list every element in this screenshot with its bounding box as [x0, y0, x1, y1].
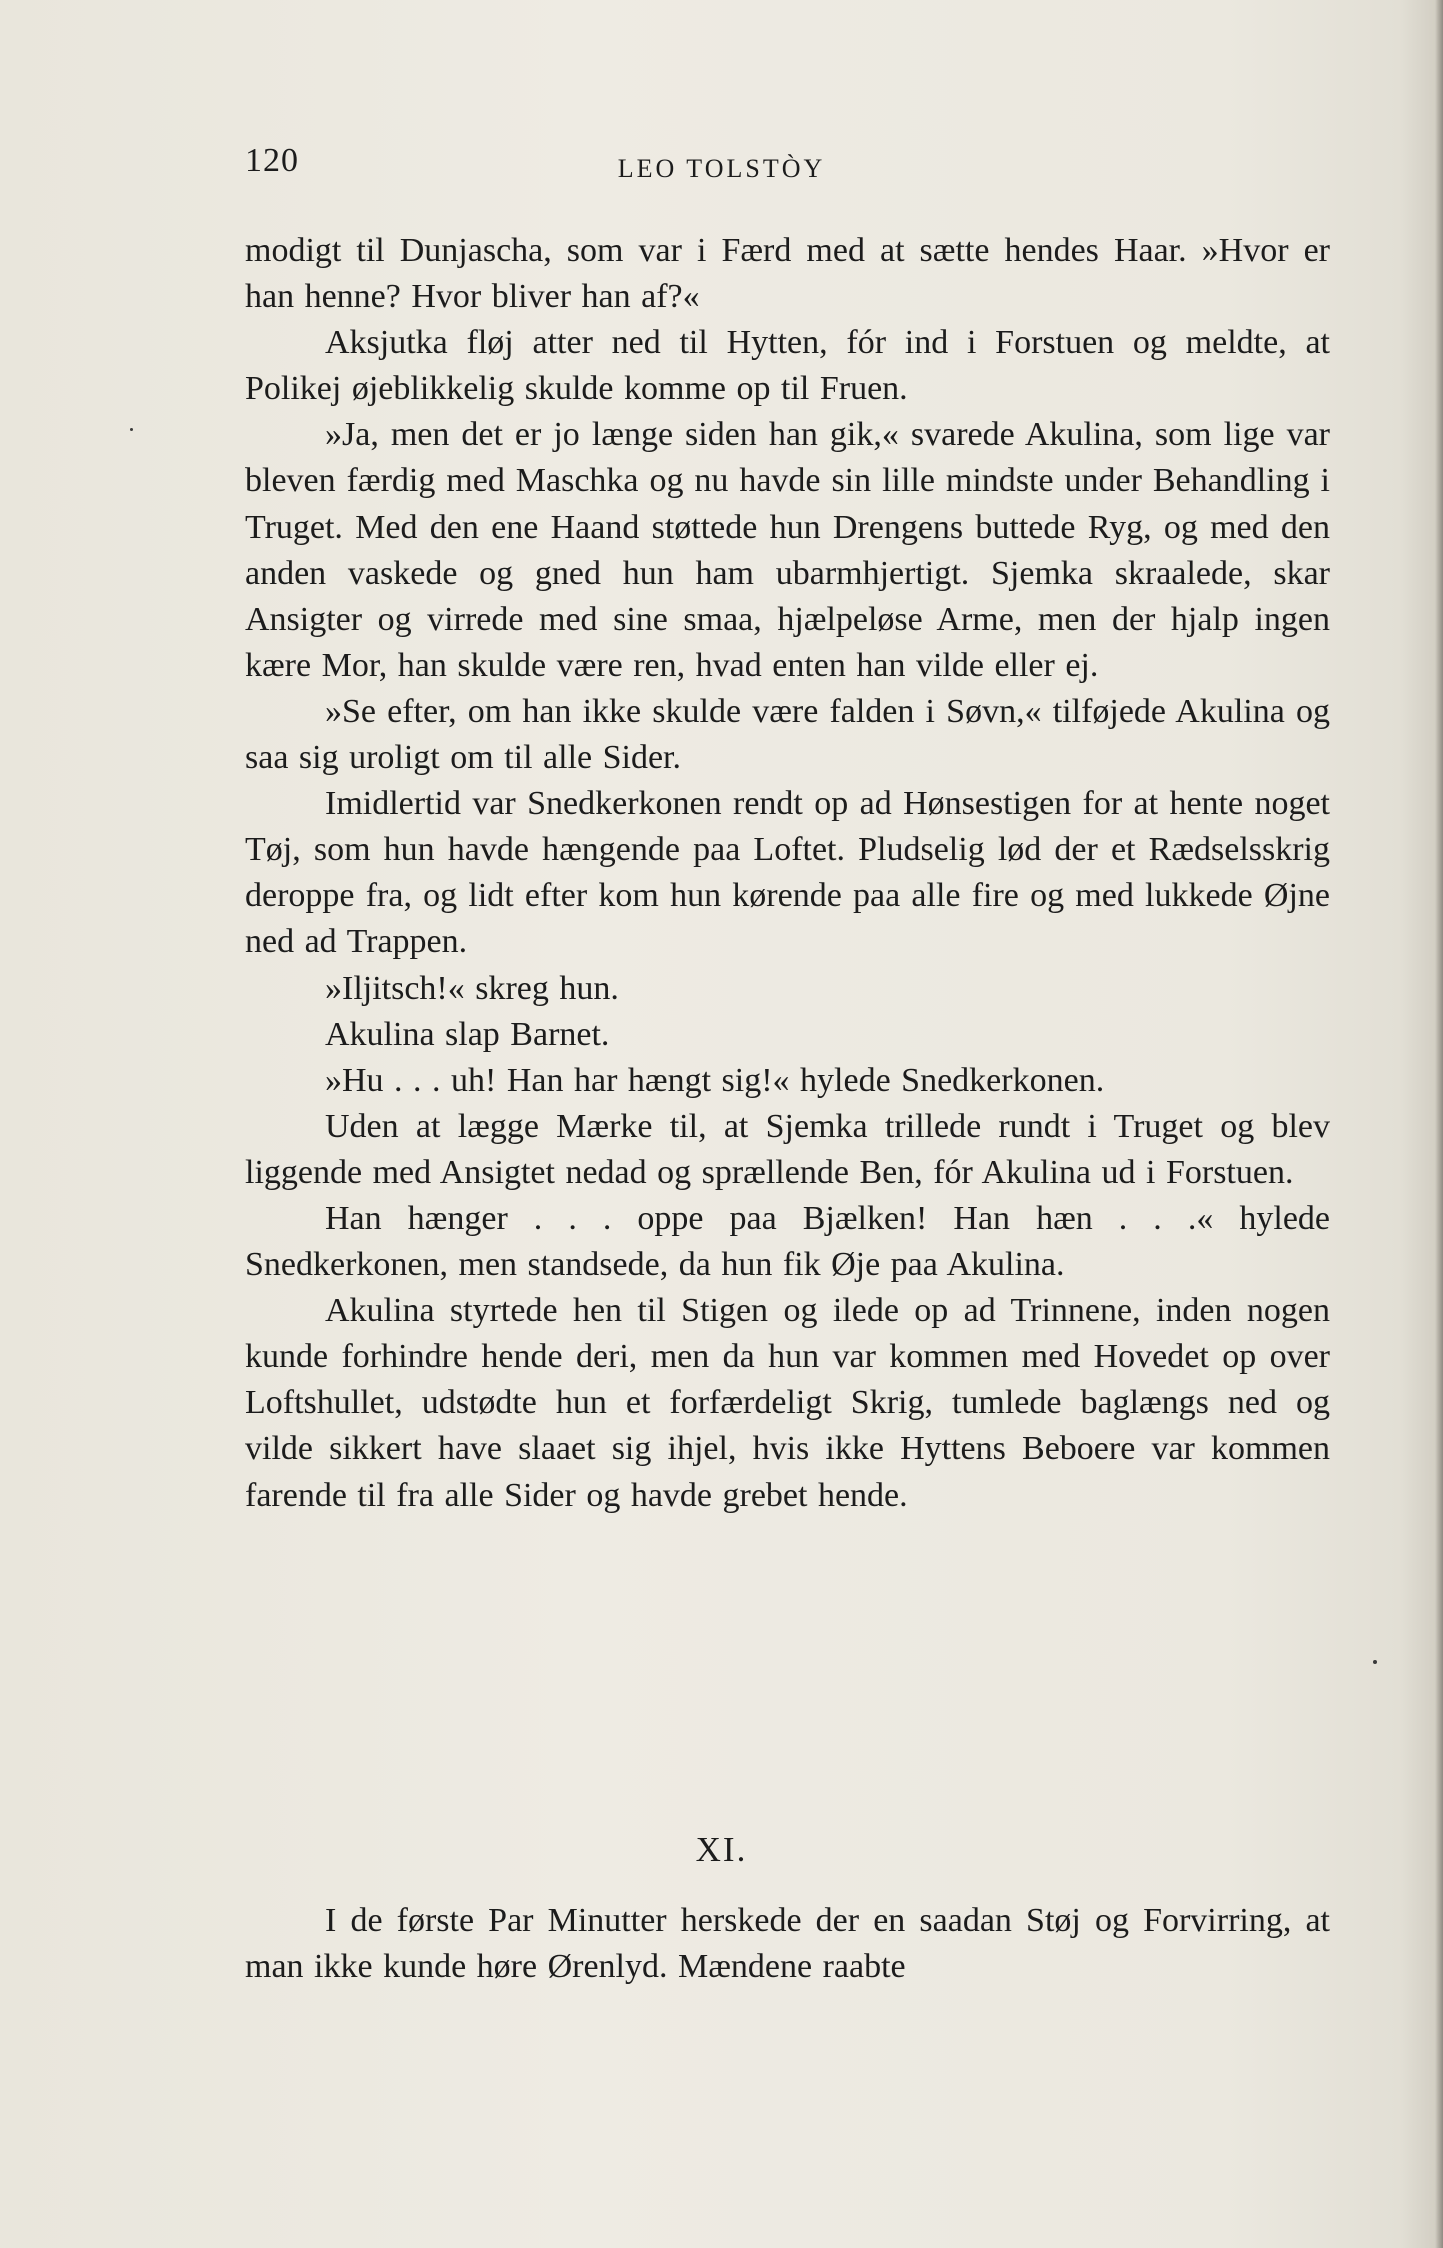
- paragraph: Han hænger . . . oppe paa Bjælken! Han hæn . . .« hylede Snedkerkonen, men standsede, da hun fik Øje paa Akulina.: [245, 1199, 1330, 1284]
- paragraph: »Iljitsch!« skreg hun.: [325, 969, 619, 1007]
- body-text: [245, 228, 1330, 1519]
- paragraph: I de første Par Minutter herskede der en saadan Støj og Forvirring, at man ikke kunde høre Ørenlyd. Mændene raabte: [245, 1902, 1330, 1986]
- paragraph: »Hu . . . uh! Han har hængt sig!« hylede Snedkerkonen.: [325, 1061, 1105, 1099]
- paragraph: Akulina slap Barnet.: [325, 1015, 610, 1053]
- page-number: 120: [245, 142, 299, 179]
- paragraph: modigt til Dunjascha, som var i Færd med at sætte hendes Haar. »Hvor er han henne? Hvor bliver han af?«: [245, 232, 1330, 316]
- paragraph: »Se efter, om han ikke skulde være falden i Søvn,« tilføjede Akulina og saa sig uroligt om til alle Sider.: [245, 692, 1330, 777]
- paragraph: Aksjutka fløj atter ned til Hytten, fór ind i Forstuen og meldte, at Polikej øjeblikkelig skulde komme op til Fruen.: [245, 324, 1330, 408]
- running-head: LEO TOLSTÒY: [617, 154, 826, 183]
- print-speck: [1373, 1660, 1377, 1664]
- print-speck: [130, 428, 133, 431]
- page-edge-shadow: [1435, 0, 1443, 2248]
- chapter-heading: XI.: [695, 1830, 748, 1869]
- chapter-body-text: [245, 1898, 1330, 1990]
- paragraph: »Ja, men det er jo længe siden han gik,« svarede Akulina, som lige var bleven færdig med Maschka og nu havde sin lille mindste under Behandling i Truget. Med den ene Haand støttede hun Drengens buttede Ryg, og med den anden vaskede og gned hun ham ubarmhjertigt. Sjemka skraalede, skar Ansigter og virrede med sine smaa, hjælpeløse Arme, men der hjalp ingen kære Mor, han skulde være ren, hvad enten han vilde eller ej.: [245, 416, 1330, 684]
- paragraph: Imidlertid var Snedkerkonen rendt op ad Hønsestigen for at hente noget Tøj, som hun havde hængende paa Loftet. Pludselig lød der et Rædselsskrig deroppe fra, og lidt efter kom hun kørende paa alle fire og med lukkede Øjne ned ad Trappen.: [245, 785, 1330, 961]
- paragraph: Akulina styrtede hen til Stigen og ilede op ad Trinnene, inden nogen kunde forhindre hende deri, men da hun var kommen med Hovedet op over Loftshullet, udstødte hun et forfærdeligt Skrig, tumlede baglængs ned og vilde sikkert have slaaet sig ihjel, hvis ikke Hyttens Beboere var kommen farende til fra alle Sider og havde grebet hende.: [245, 1292, 1330, 1514]
- paragraph: Uden at lægge Mærke til, at Sjemka trillede rundt i Truget og blev liggende med Ansigtet nedad og sprællende Ben, fór Akulina ud i Forstuen.: [245, 1107, 1330, 1191]
